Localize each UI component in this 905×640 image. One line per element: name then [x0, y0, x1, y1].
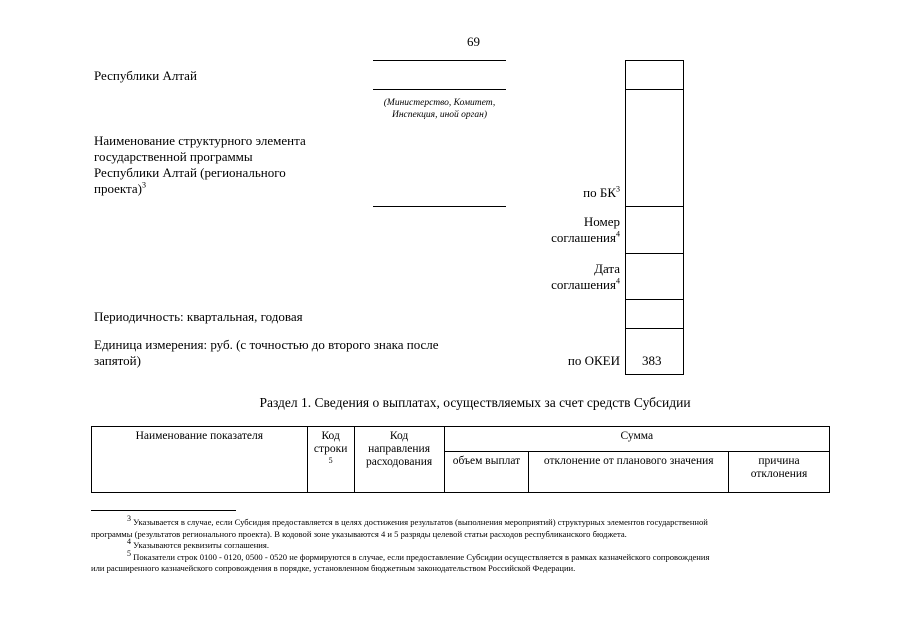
- header-row-code: Код строки 5: [307, 427, 354, 493]
- agreement-date-label: Дата соглашения$^4$: [551, 261, 620, 292]
- header-deviation: отклонение от планового значения: [529, 452, 729, 493]
- code-row-line: [625, 253, 684, 254]
- footnote-3: $^3$ Указывается в случае, если Субсидия предоставляется в целях достижения результатов (выполнения мероприятий) структурных элементов государственной: [127, 514, 708, 527]
- republic-label: Республики Алтай: [94, 68, 197, 83]
- unit-label: Единица измерения: руб. (с точностью до второго знака после запятой): [94, 337, 439, 368]
- agreement-number-label: Номер соглашения$^4$: [551, 214, 620, 245]
- okei-value: 383: [642, 353, 662, 368]
- code-row-line: [625, 60, 684, 61]
- code-row-line: [625, 374, 684, 375]
- footnote-4: $^4$ Указываются реквизиты соглашения.: [127, 537, 270, 550]
- structural-element-label: Наименование структурного элемента государственной программы Республики Алтай (регионального проекта)$^3$: [94, 133, 306, 196]
- footnotes: $^3$ Указывается в случае, если Субсидия предоставляется в целях достижения результатов (выполнения мероприятий) структурных элементов государственной программы (результатов регионального проекта). В кодовой зоне указываются 4 и 5 разряды целевой статьи расходов республиканского бюджета. $^4$ Указываются реквизиты соглашения. $^5$ Показатели строк 0100 - 0120, 0500 - 0520 не формируются в случае, если предоставление Субсидии осуществляется в рамках казначейского сопровождения или расширенного казначейского сопровождения в порядке, установленном бюджетным законодательством Российской Федерации.: [91, 517, 871, 575]
- page-number: 69: [467, 34, 480, 49]
- header-direction-code: Код направления расходования: [354, 427, 444, 493]
- payments-table: [91, 426, 830, 493]
- okei-label: по ОКЕИ: [567, 353, 620, 368]
- ministry-underline: [373, 89, 506, 90]
- structural-element-fill-line: [373, 206, 506, 207]
- ministry-hint: (Министерство, Комитет, Инспекция, иной орган): [383, 98, 496, 120]
- section-title: Раздел 1. Сведения о выплатах, осуществляемых за счет средств Субсидии: [259, 395, 691, 410]
- header-reason: причина отклонения: [729, 452, 830, 493]
- code-row-line: [625, 328, 684, 329]
- periodicity-label: Периодичность: квартальная, годовая: [94, 309, 303, 324]
- header-sum: Сумма: [444, 427, 829, 452]
- header-volume: объем выплат: [444, 452, 529, 493]
- footnote-5: $^5$ Показатели строк 0100 - 0120, 0500 - 0520 не формируются в случае, если предоставление Субсидии осуществляется в рамках казначейского сопровождения: [127, 548, 710, 562]
- footnote-separator: [91, 510, 236, 511]
- code-row-line: [625, 89, 684, 90]
- ministry-fill-line: [373, 60, 506, 61]
- code-row-line: [625, 299, 684, 300]
- code-row-line: [625, 206, 684, 207]
- header-indicator-name: Наименование показателя: [92, 427, 308, 493]
- bk-label: по $БК^3$: [583, 184, 620, 200]
